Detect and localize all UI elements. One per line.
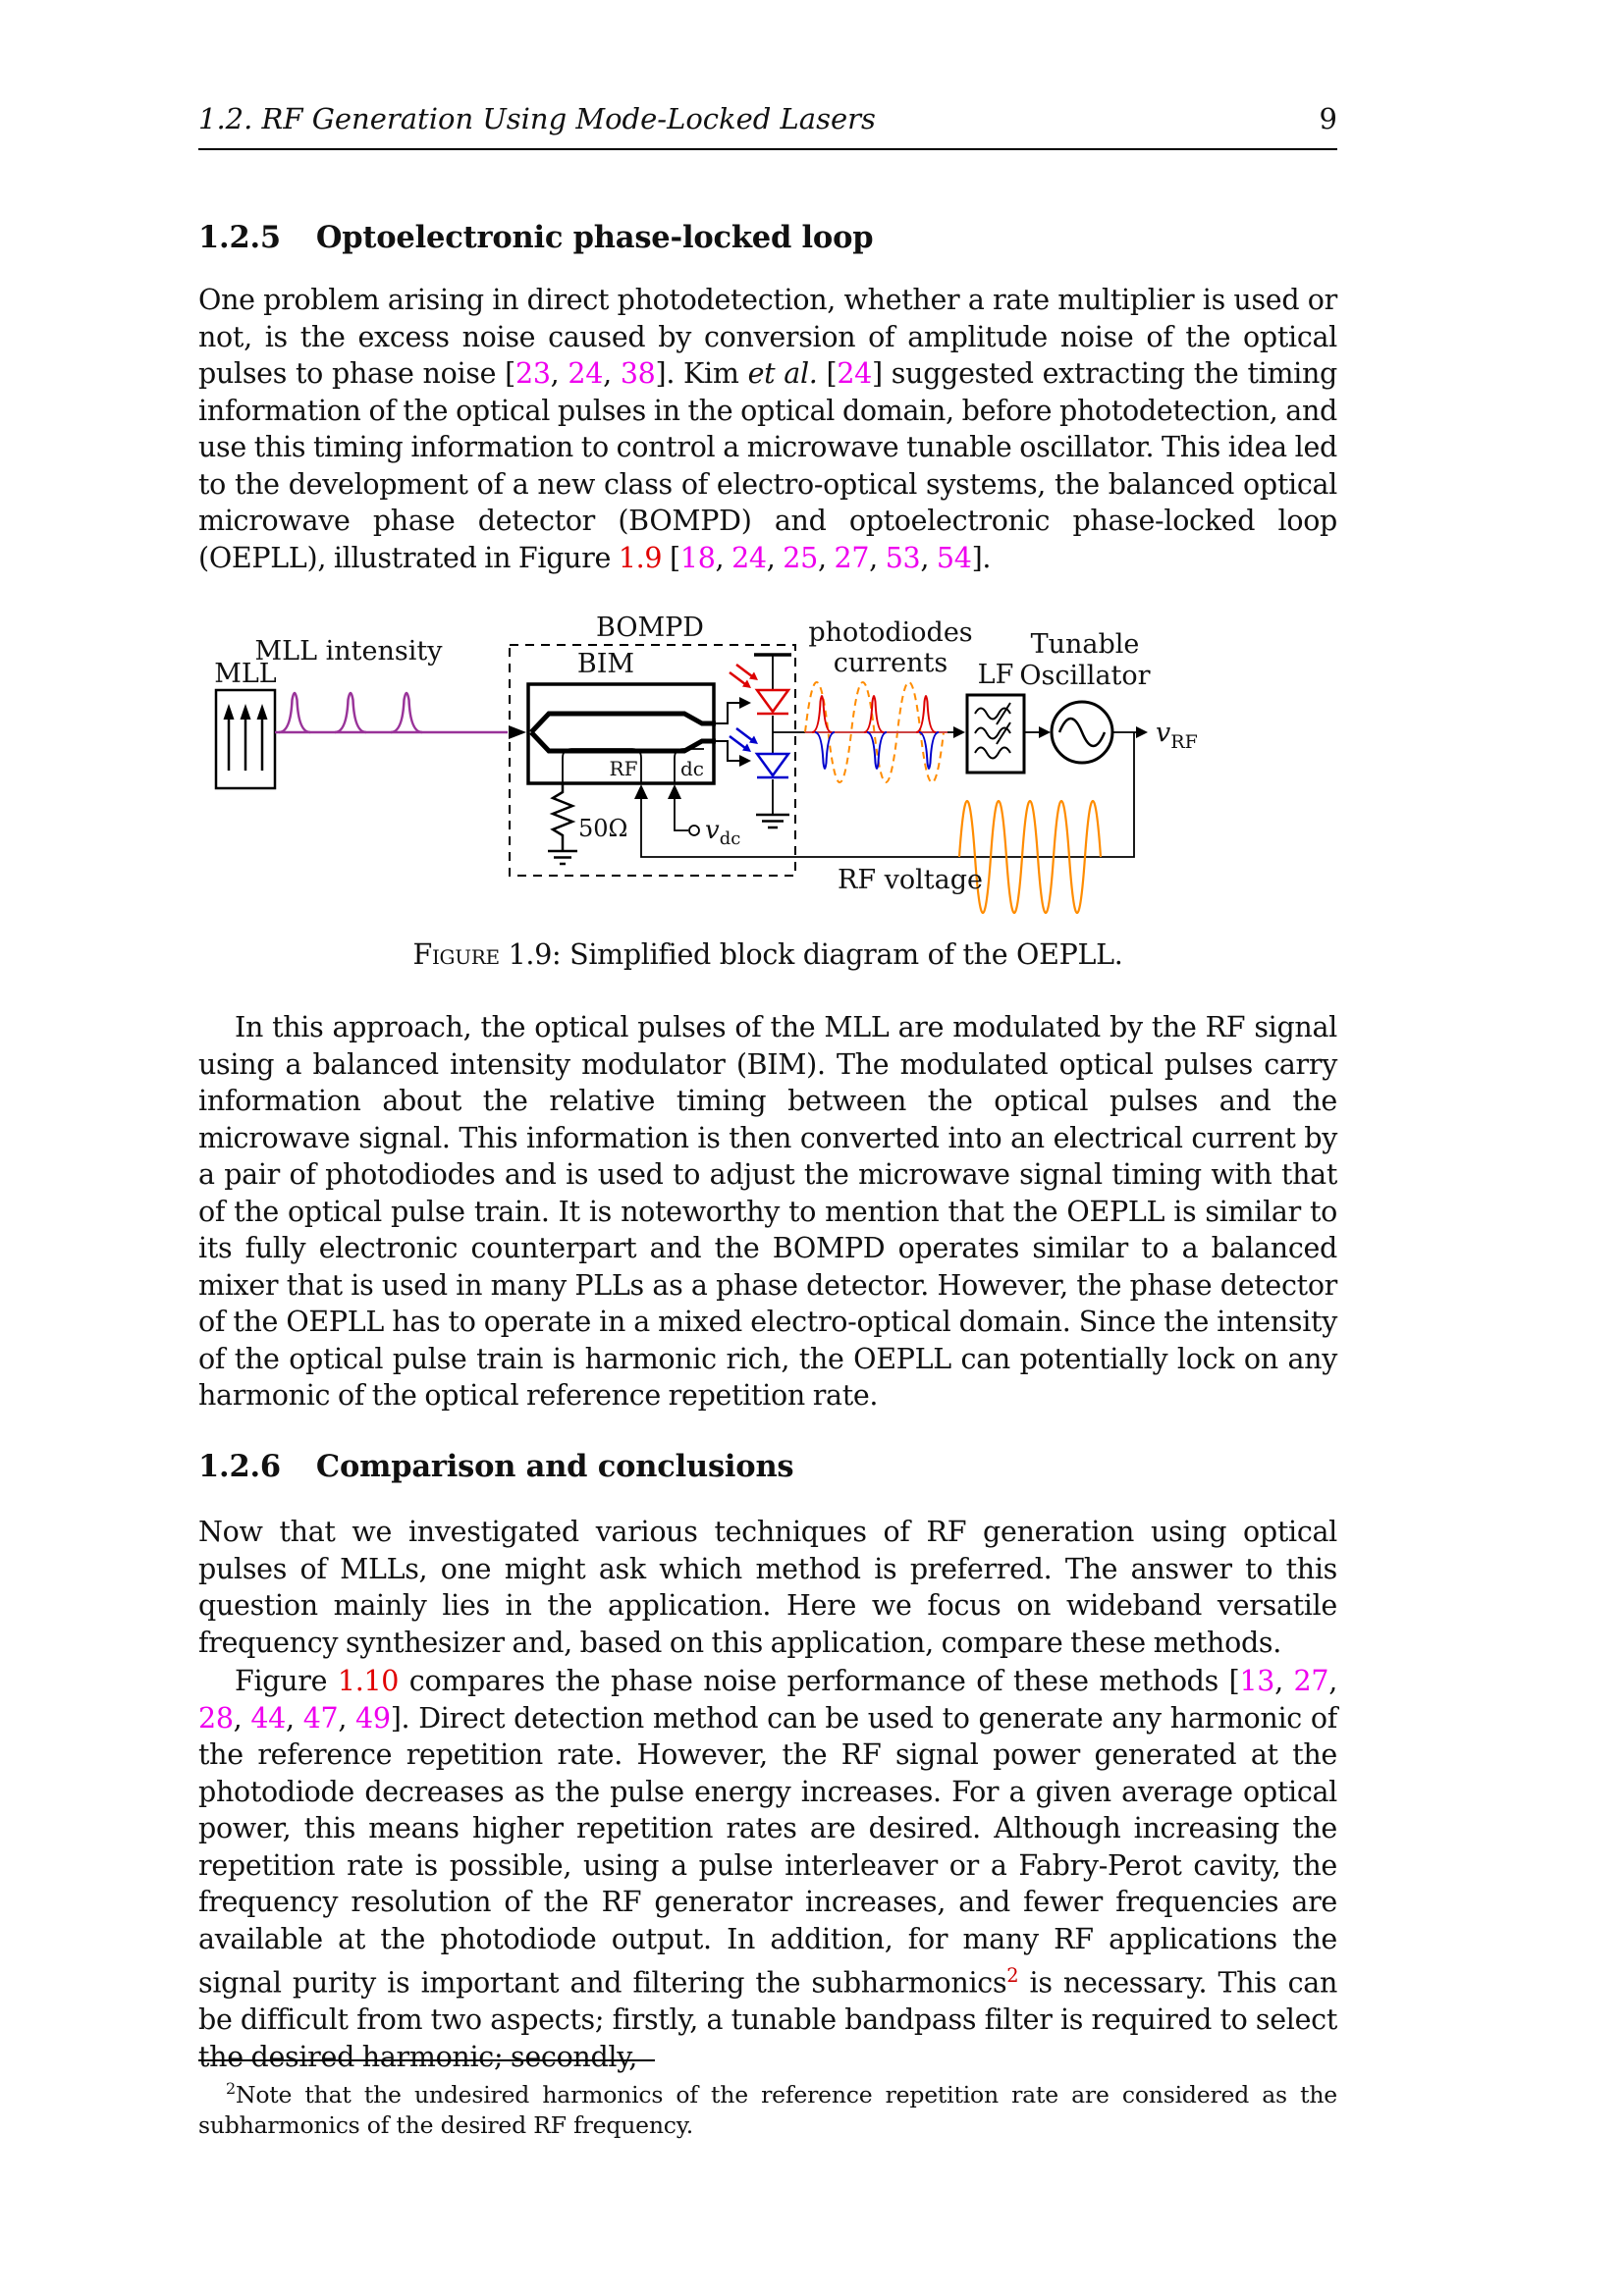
paragraph-comparison-intro	[198, 1514, 1337, 1661]
ground-icon	[548, 851, 577, 864]
photodiode-red-icon	[730, 665, 788, 714]
rf-voltage-label: RF voltage	[838, 865, 983, 895]
citation-link[interactable]: 24	[568, 357, 604, 390]
text-segment: compares the phase noise performance of these methods [	[399, 1665, 1240, 1697]
text-segment: Figure	[235, 1665, 338, 1697]
resistor-label: 50Ω	[578, 815, 628, 842]
citation-link[interactable]: 24	[837, 357, 873, 390]
bompd-dashed-box	[510, 645, 795, 876]
running-header-title: 1.2. RF Generation Using Mode-Locked Lasers	[198, 102, 876, 135]
text-segment: ] suggested extracting the timing information of the optical pulses in the optical domain, before photodetection, and use this timing information to control a microwave tunable oscillator. This idea led to the development of a new class of electro-optical systems, the balanced optical microwave phase detector (BOMPD) and optoelectronic phase-locked loop (OEPLL), illustrated in Figure	[198, 357, 1337, 574]
text-segment: ].	[971, 541, 992, 574]
pd-currents-label-1: photodiodes	[808, 617, 973, 648]
citation-link[interactable]: 18	[679, 541, 716, 574]
citation-link[interactable]: 54	[936, 541, 972, 574]
footnote	[198, 2073, 1337, 2142]
mll-pulse-arrows-icon	[229, 718, 262, 771]
dc-drive-arrow	[668, 784, 681, 799]
paragraph-oepll-intro	[198, 282, 1337, 576]
text-segment: ]. Direct detection method can be used to generate any harmonic of the reference repetition rate. However, the RF signal power generated at the photodiode decreases as the pulse energy increases. For a given average optical power, this means higher repetition rates are desired. Although increasing the repetition rate is possible, using a pulse interleaver or a Fabry-Perot cavity, the frequency resolution of the RF generator increases, and fewer frequencies are available at the photodiode output. In addition, for many RF applications the signal purity is important and filtering the subharmonics	[198, 1701, 1337, 2000]
text-segment: ,	[766, 541, 784, 574]
pd-currents-label-2: currents	[833, 648, 948, 678]
citation-link[interactable]: 49	[355, 1701, 391, 1735]
rf-drive-arrow	[634, 784, 648, 799]
bompd-label: BOMPD	[596, 613, 704, 643]
citation-link[interactable]: 27	[1293, 1665, 1329, 1697]
header-rule	[198, 148, 1337, 150]
citation-link[interactable]: 47	[302, 1701, 339, 1735]
text-segment: 1.9: Simplified block diagram of the OEPLL.	[499, 938, 1123, 971]
text-segment: ,	[603, 357, 621, 390]
text-segment: ,	[920, 541, 937, 574]
oscillator-label-2: Oscillator	[1019, 661, 1151, 691]
sine-icon	[1059, 719, 1105, 746]
dc-electrode-label: dc	[679, 757, 705, 780]
vrf-label	[1156, 718, 1198, 753]
running-header	[198, 102, 1337, 135]
vdc-symbol: v	[705, 816, 720, 845]
vdc-terminal	[689, 826, 699, 835]
paragraph-comparison-detail	[198, 1663, 1337, 2075]
citation-link[interactable]: 24	[731, 541, 767, 574]
text-segment: Figure	[412, 938, 500, 971]
rf-electrode-label: RF	[609, 757, 638, 780]
text-segment: In this approach, the optical pulses of the MLL are modulated by the RF signal using a balanced intensity modulator (BIM). The modulated optical pulses carry information about the relative timing between the optical pulses and the microwave signal. This information is then converted into an electrical current by a pair of photodiodes and is used to adjust the microwave signal timing with that of the optical pulse train. It is noteworthy to mention that the OEPLL is similar to its fully electronic counterpart and the BOMPD operates similar to a balanced mixer that is used in many PLLs as a phase detector. However, the phase detector of the OEPLL has to operate in a mixed electro-optical domain. Since the intensity of the optical pulse train is harmonic rich, the OEPLL can potentially lock on any harmonic of the optical reference repetition rate.	[198, 1011, 1337, 1412]
lf-label: LF	[977, 660, 1014, 690]
text-segment: Now that we investigated various techniques of RF generation using optical pulses of MLLs, one might ask which method is preferred. The answer to this question mainly lies in the application. Here we focus on wideband versatile frequency synthesizer and, based on this application, compare these methods.	[198, 1516, 1337, 1659]
bim-input-arrow	[509, 725, 526, 739]
text-segment: ,	[286, 1701, 303, 1735]
mll-pulse-arrowheads	[224, 704, 268, 720]
citation-link[interactable]: 23	[514, 357, 551, 390]
text-segment: ,	[338, 1701, 356, 1735]
pd-wires	[773, 655, 953, 815]
citation-link[interactable]: 44	[250, 1701, 287, 1735]
citation-link[interactable]: 53	[885, 541, 921, 574]
section-title: Comparison and conclusions	[315, 1449, 794, 1484]
vdc-wire	[675, 799, 688, 830]
section-number: 1.2.6	[198, 1449, 281, 1484]
oscillator-label-1: Tunable	[1030, 629, 1140, 660]
citation-link[interactable]: 28	[198, 1701, 234, 1735]
section-heading-1-2-6	[198, 1449, 793, 1484]
terminating-resistor-icon	[548, 783, 577, 864]
text-segment: ,	[1274, 1665, 1294, 1697]
figure-ref-link[interactable]: 1.9	[618, 541, 663, 574]
text-segment: et al.	[747, 357, 818, 390]
mzm-interferometer-icon	[531, 714, 716, 751]
citation-link[interactable]: 38	[620, 357, 656, 390]
text-segment: ,	[233, 1701, 251, 1735]
text-segment: [	[662, 541, 680, 574]
page-number: 9	[1319, 102, 1337, 135]
figure-caption	[198, 938, 1337, 971]
vrf-subscript: RF	[1170, 731, 1198, 753]
text-segment: ,	[715, 541, 732, 574]
text-segment: ,	[550, 357, 568, 390]
bim-label: BIM	[576, 649, 635, 679]
vdc-label	[705, 816, 740, 849]
into-osc-arrow	[1039, 726, 1051, 738]
text-segment: is necessary. This can be difficult from two aspects; firstly, a tunable bandpass filter is required to select the desired harmonic; secondly,	[198, 1966, 1337, 2073]
oepll-block-diagram	[162, 604, 1330, 930]
text-segment: ,	[869, 541, 886, 574]
section-number: 1.2.5	[198, 220, 281, 255]
citation-link[interactable]: 25	[783, 541, 818, 574]
to-red-pd-arrow	[739, 697, 751, 709]
text-segment: One problem arising in direct photodetection, whether a rate multiplier is used or not, is the excess noise caused by conversion of amplitude noise of the optical pulses to phase noise [	[198, 284, 1337, 390]
text-segment: [	[817, 357, 838, 390]
mll-label: MLL	[214, 659, 277, 689]
filter-squiggle-icon	[975, 703, 1010, 759]
optical-pulse-train-wave	[279, 693, 422, 732]
output-arrow	[1136, 726, 1148, 738]
text-block	[198, 0, 1337, 2296]
figure-ref-link[interactable]: 1.10	[337, 1665, 400, 1697]
text-segment: 2	[1006, 1964, 1019, 1987]
section-heading-1-2-5	[198, 220, 873, 255]
figure-1-9	[162, 604, 1330, 930]
vrf-symbol: v	[1156, 718, 1171, 748]
into-lf-arrow	[953, 726, 965, 738]
text-segment: 2	[226, 2079, 236, 2098]
pd-ground-icon	[756, 815, 789, 828]
text-segment: ,	[817, 541, 835, 574]
mll-intensity-label: MLL intensity	[254, 636, 443, 667]
text-segment: Note that the undesired harmonics of the reference repetition rate are considered as the subharmonics of the desired RF frequency.	[198, 2080, 1337, 2140]
vdc-subscript: dc	[719, 828, 741, 849]
text-segment: ]. Kim	[655, 357, 748, 390]
citation-link[interactable]: 27	[834, 541, 870, 574]
section-title: Optoelectronic phase-locked loop	[315, 220, 874, 255]
paragraph-oepll-operation	[198, 1009, 1337, 1415]
footnote-rule	[198, 2059, 655, 2061]
lf-box	[967, 695, 1024, 773]
to-blue-pd-arrow	[739, 755, 751, 767]
bim-output-wires	[714, 703, 739, 761]
text-segment: ,	[1328, 1665, 1337, 1697]
photodiode-blue-icon	[730, 728, 788, 777]
citation-link[interactable]: 13	[1239, 1665, 1275, 1697]
